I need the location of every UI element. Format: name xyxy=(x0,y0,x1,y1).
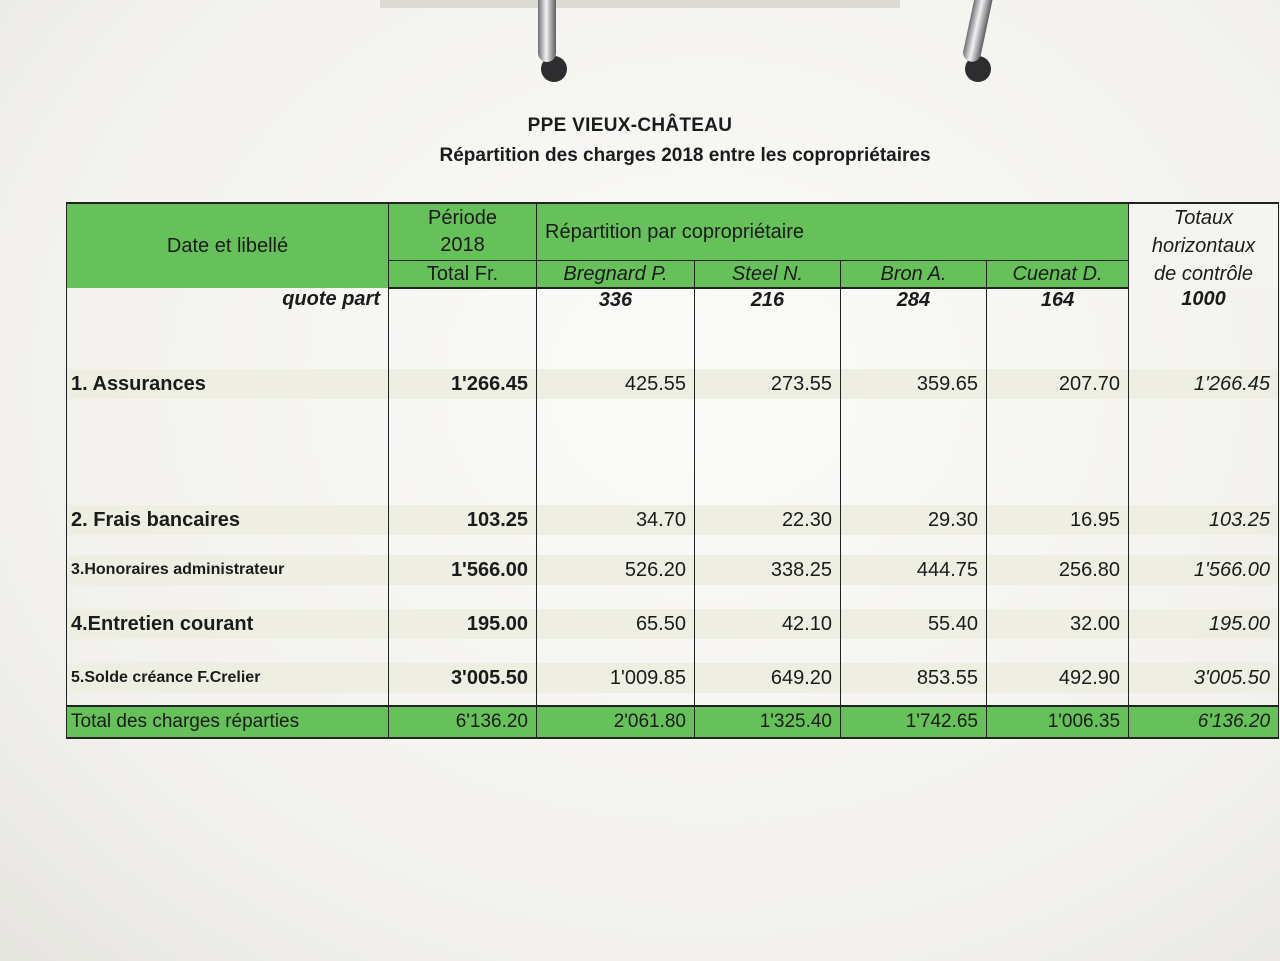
header-control-line3: de contrôle xyxy=(1154,263,1254,285)
owner-header: Bregnard P. xyxy=(537,261,695,289)
header-total-fr: Total Fr. xyxy=(389,261,537,289)
row-label: 4.Entretien courant xyxy=(67,609,389,639)
binder-ring-left-icon xyxy=(528,0,566,80)
row-value: 22.30 xyxy=(695,505,841,535)
row-value: 55.40 xyxy=(841,609,987,639)
row-value: 526.20 xyxy=(537,555,695,585)
row-total: 1'566.00 xyxy=(389,555,537,585)
binder-ring-right-icon xyxy=(958,0,996,80)
document-subtitle: Répartition des charges 2018 entre les copropriétaires xyxy=(439,145,931,166)
row-label: 1. Assurances xyxy=(67,369,389,399)
row-value: 29.30 xyxy=(841,505,987,535)
quote-value: 164 xyxy=(987,288,1129,329)
total-value: 1'006.35 xyxy=(987,706,1129,738)
row-control: 1'566.00 xyxy=(1129,555,1279,585)
row-value: 853.55 xyxy=(841,663,987,693)
row-value: 444.75 xyxy=(841,555,987,585)
owner-header: Bron A. xyxy=(841,261,987,289)
row-value: 16.95 xyxy=(987,505,1129,535)
table-row xyxy=(67,555,1279,585)
row-total: 195.00 xyxy=(389,609,537,639)
header-period-line1: Période xyxy=(428,207,497,229)
row-control: 3'005.50 xyxy=(1129,663,1279,693)
header-row xyxy=(67,203,1279,261)
row-control: 1'266.45 xyxy=(1129,369,1279,399)
quote-label: quote part xyxy=(67,288,389,329)
header-control-line2: horizontaux xyxy=(1151,235,1256,257)
row-value: 649.20 xyxy=(695,663,841,693)
header-period-line2: 2018 xyxy=(440,234,485,256)
charges-table xyxy=(66,202,1279,739)
row-total: 1'266.45 xyxy=(389,369,537,399)
table-row xyxy=(67,369,1279,399)
total-label: Total des charges réparties xyxy=(67,706,389,738)
row-label: 5.Solde créance F.Crelier xyxy=(67,663,389,693)
header-period xyxy=(389,203,537,261)
table-row xyxy=(67,609,1279,639)
total-total: 6'136.20 xyxy=(389,706,537,738)
quote-control: 1000 xyxy=(1129,288,1279,329)
row-total: 103.25 xyxy=(389,505,537,535)
table-row xyxy=(67,505,1279,535)
row-value: 359.65 xyxy=(841,369,987,399)
row-label: 2. Frais bancaires xyxy=(67,505,389,535)
row-value: 492.90 xyxy=(987,663,1129,693)
row-value: 425.55 xyxy=(537,369,695,399)
quote-value: 216 xyxy=(695,288,841,329)
row-control: 195.00 xyxy=(1129,609,1279,639)
quote-row xyxy=(67,288,1279,329)
row-label: 3.Honoraires administrateur xyxy=(67,555,389,585)
row-value: 65.50 xyxy=(537,609,695,639)
row-total: 3'005.50 xyxy=(389,663,537,693)
header-repartition: Répartition par copropriétaire xyxy=(537,203,1129,261)
row-value: 42.10 xyxy=(695,609,841,639)
row-value: 338.25 xyxy=(695,555,841,585)
total-value: 1'742.65 xyxy=(841,706,987,738)
row-value: 256.80 xyxy=(987,555,1129,585)
row-value: 32.00 xyxy=(987,609,1129,639)
header-control xyxy=(1129,203,1279,288)
header-label-col: Date et libellé xyxy=(67,203,389,288)
binder-clip xyxy=(380,0,900,8)
row-value: 273.55 xyxy=(695,369,841,399)
total-value: 1'325.40 xyxy=(695,706,841,738)
header-control-line1: Totaux xyxy=(1173,207,1234,229)
quote-value: 336 xyxy=(537,288,695,329)
total-value: 2'061.80 xyxy=(537,706,695,738)
row-value: 207.70 xyxy=(987,369,1129,399)
row-value: 1'009.85 xyxy=(537,663,695,693)
owner-header: Cuenat D. xyxy=(987,261,1129,289)
total-control: 6'136.20 xyxy=(1129,706,1279,738)
table-row xyxy=(67,663,1279,693)
row-control: 103.25 xyxy=(1129,505,1279,535)
total-row xyxy=(67,706,1279,738)
quote-value: 284 xyxy=(841,288,987,329)
row-value: 34.70 xyxy=(537,505,695,535)
document-title: PPE VIEUX-CHÂTEAU xyxy=(527,115,733,136)
owner-header: Steel N. xyxy=(695,261,841,289)
